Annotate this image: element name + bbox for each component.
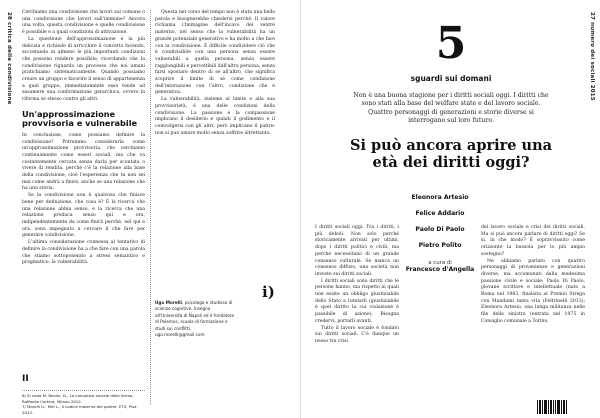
barcode-graphic: [537, 400, 567, 414]
paragraph: La vulnerabilità, insieme al limite e alla sua provvisorietà, è una delle condizioni della condivisione. La passione e la compassione implicano il desiderio e quindi il godimento e il coinvolgersi con gli altri, però implicano il patire: non si può amare molto senza soffrire altrettanto.: [155, 97, 275, 136]
author-bio: [155, 300, 235, 338]
intro-text: Non è una buona stagione per i diritti sociali oggi. I diritti che sono stati alla base del welfare state e del lavoro sociale. Quattro personaggi di generazioni e storie diverse si interrogano sul loro futuro.: [353, 92, 549, 124]
section-number: 5: [435, 18, 467, 69]
right-page: [300, 0, 600, 418]
paragraph: In conclusione, come possiamo definire la condivisione? Potremmo considerarla come un'approssimazione provvisoria, che cerchiamo continuamente come esseri sociali, ma che va costantemente cercata senza darla per scontata o vivere di rendita, perché c'è la relazione alla base della condivisione, cioè l'esperienza che tu non sei mai come andrà a finire, anche se una relazione che ha una storia.: [22, 132, 145, 192]
paragraph: Se la condivisione non è qualcosa che finisce bene per definizione, che cosa è? È la ricerca che una relazione abbia senso, e la ricerca che una relazione produca senso qui e ora, indipendentemente da come finirà perché, nel qui e ora, sono impegnato a cercare il che fare per generare condivisione.: [22, 193, 145, 239]
right-column-1: [315, 225, 399, 346]
section-kicker: sguardi sui domani: [410, 74, 492, 83]
footnotes: [22, 393, 145, 415]
paragraph: Ne abbiamo parlato con quattro personaggi di provenienze e generazioni diverse, ma accomunati dalla medesima passione civile e sociale: Paolo Di Paolo, giovane scrittore e intellettuale (nato a Roma nel 1983, finalista al Premio Strega con Mandami tanta vita (Feltrinelli 2013); Eleonora Artesio, una lunga militanza nelle file della sinistra (entrata nel 1975 in Consiglio comunale a Torino,: [481, 258, 585, 324]
paragraph: L'ultima considerazione connessa al tentativo di definire la condivisione ha a che fare con una parola che stiamo sottoponendo a stress semantico e pragmatico: la vulnerabilità.: [22, 240, 145, 266]
paragraph: La questione dell'approssimazione è la più delicata e richiede di arricchire il concetto facendo, accostando in almeno le più importanti condizioni che possono rendere possibile, ricordando che la condivisione riguarda un processo che noi umani pratichiamo sistematicamente. Quando possiamo creare un gruppo e favorire il senso di appartenenza a quel gruppo, immediatamente esso tende ad assumere una conformazione gerarchica, ovvero la riforma se stesso contro gli altri.: [22, 36, 145, 103]
author-name: Pietro Polito: [418, 242, 462, 249]
column-divider: [150, 10, 151, 405]
footnote-marker: II: [22, 374, 29, 384]
author-name: Felice Addario: [415, 210, 465, 217]
paragraph: I diritti sociali sono diritti che le persone hanno, ma rispetto ai quali non esiste un obbligo giustiziabile dello Stato a tutelarli (giustiziabile è quel diritto la cui violazione è passibile di azione). Bisogna credervi, portarli avanti.: [315, 278, 399, 324]
article-title: Si può ancora aprire una età dei diritti oggi?: [349, 137, 553, 171]
footnote: 7/ Marelli U., Mei L., Il codice materno del potere, ETS, Pisa 2013.: [22, 404, 137, 415]
running-head-right: 27 numero dei sociali 2015: [589, 12, 595, 101]
curator-label: a cura di: [428, 260, 452, 266]
paragraph: Tutto il lavoro sociale è fondato sui diritti sociali. C'è dunque un nesso tra crisi: [315, 325, 399, 344]
paragraph: del lavoro sociale e crisi dei diritti sociali. Ma si può ancora parlare di diritti oggi? Se sì, in che modo? È sopravvissuto come orizzonte la bussola per lo più ampio sostegno?: [481, 225, 585, 257]
bio-name: Ugo Morelli: [155, 300, 182, 305]
running-head-left: 28 critica della condivisione: [6, 12, 12, 105]
footnote: 8/ Si veda M. Bevini. D., La conquista sociale della forma, Raffaello Cortina, Milano 2012.: [22, 393, 134, 404]
authors-block: [405, 194, 475, 274]
curator-name: Francesco d'Angella: [405, 266, 475, 273]
paragraph: I diritti sociali oggi. Tra i diritti, i più deboli. Non solo perché storicamente arrivati per ultimi, dopo i diritti politici e civili, ma perché necessitano di un grande consenso culturale. Se manca un consenso diffuso, una società non investe sui diritti sociali.: [315, 225, 399, 277]
right-column-3: [481, 225, 585, 326]
bio-text: , psicologo e studioso di scienze cognitive. Insegna all'Università di Napoli ed è fondatore di Polemos, scuola di formazione e studi sui conflitti. ugo.morelli@gmail.com: [155, 300, 235, 338]
left-column-1: [22, 10, 145, 267]
left-column-2: [155, 10, 275, 137]
notes-divider: [22, 390, 145, 391]
paragraph: Questa nel corso del tempo non è stata una bella parola e bisognerebbe chiedersi perché. Il valore richiama l'immagine dell'incavo del ventre materno, nel senso che la vulnerabilità ha un grande potenziale generativo e ha molto a che fare con la condivisione. È difficile condividere ciò che è condivisibile con una persona senza essere vulnerabili a quella persona, senza essere raggiungibili e percettibili dall'altra persona, senza farsi spostare dentro di sé all'altro, che significa scoprire il limite di sé come condizione dell'interazione con l'altro, condizione che è generativa.: [155, 10, 276, 96]
section-heading: Un'approssimazione provvisoria e vulnerabile: [22, 108, 138, 129]
paragraph: Cerchiamo una condivisione che lavori sul comune o una condivisione che lavori sull'immune? Ancora una volta, questa condivisione e quelle condivisione è possibile e a quali condizioni di attivazione.: [22, 10, 145, 36]
author-name: Eleonora Artesio: [411, 194, 469, 201]
end-mark: i): [262, 283, 275, 301]
author-name: Paolo Di Paolo: [415, 226, 465, 233]
